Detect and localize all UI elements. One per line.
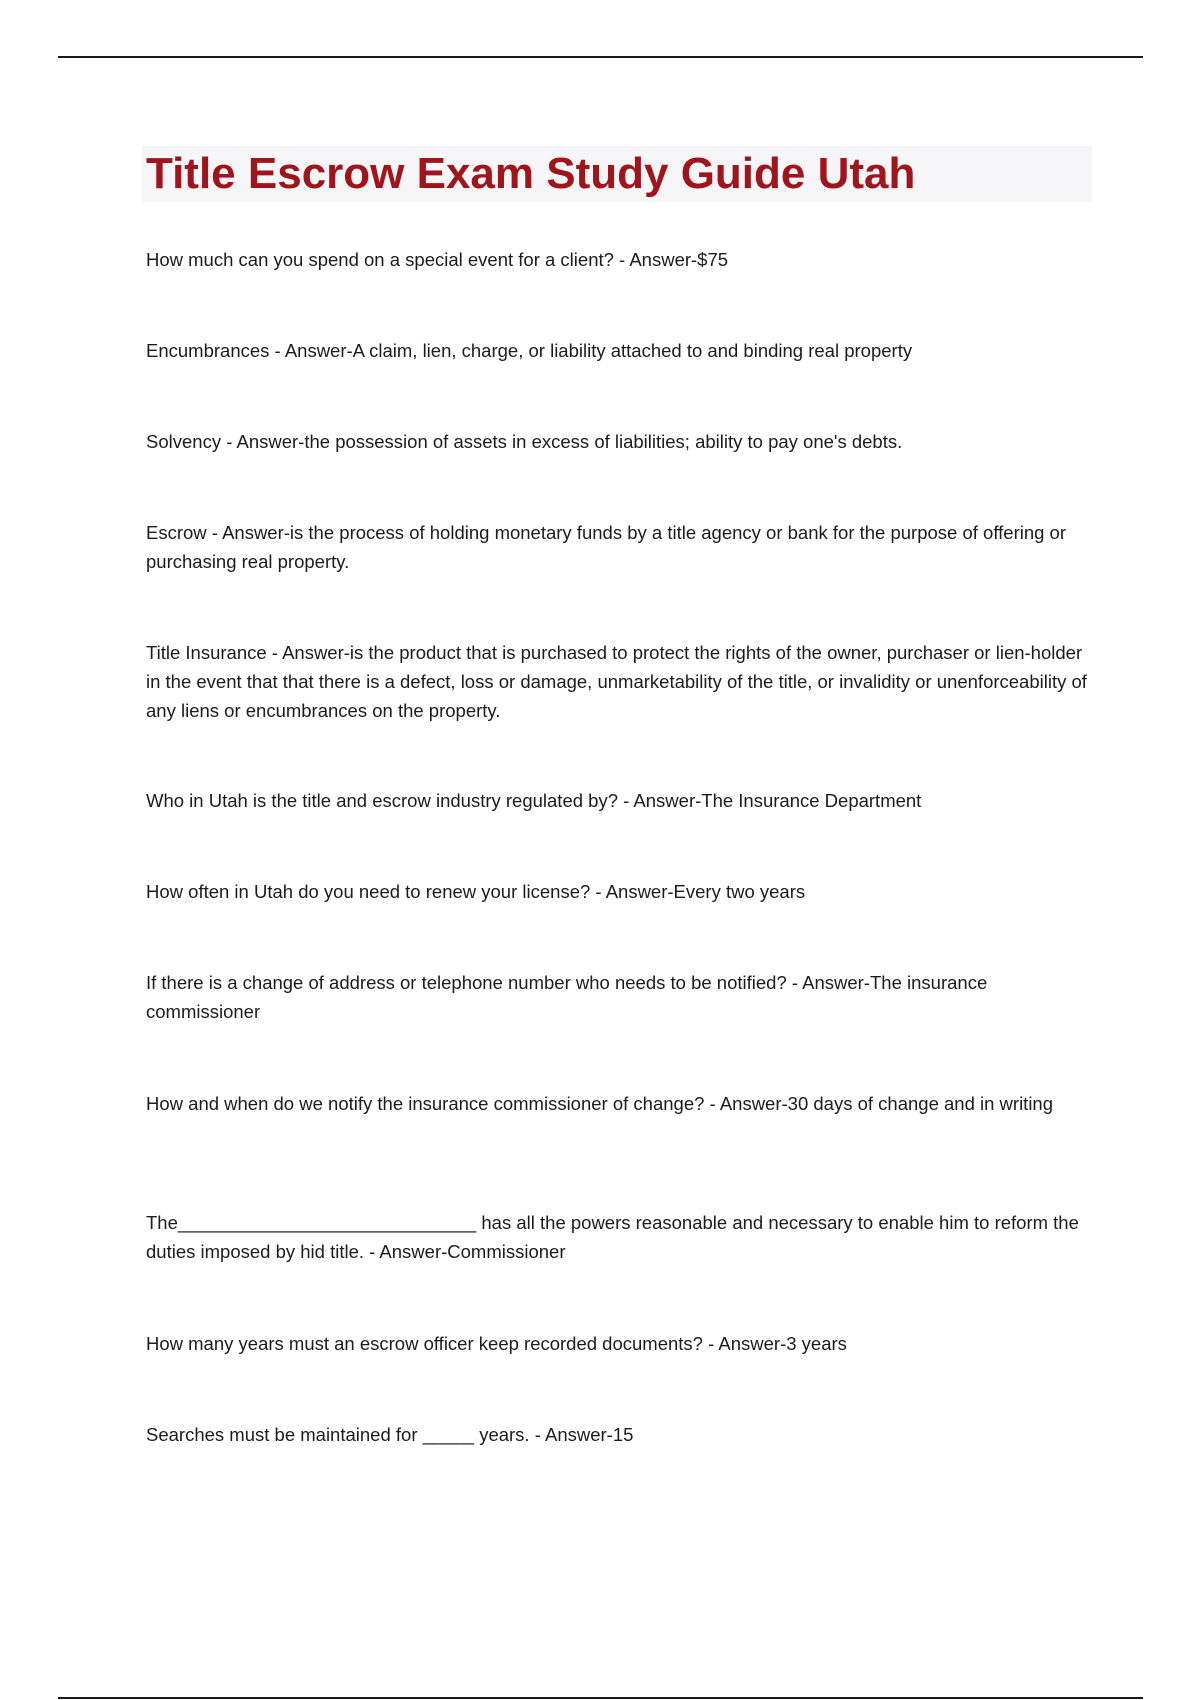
document-title: Title Escrow Exam Study Guide Utah — [146, 149, 916, 198]
qa-entry-notify-commissioner: How and when do we notify the insurance commissioner of change? - Answer-30 days of change and in writing — [146, 1093, 1054, 1114]
top-rule — [58, 56, 1143, 58]
bottom-rule — [58, 1697, 1143, 1699]
qa-entry-solvency: Solvency - Answer-the possession of assets in excess of liabilities; ability to pay one's debts. — [146, 431, 903, 452]
qa-entry-change-notification: If there is a change of address or telephone number who needs to be notified? - Answer-The insurance commissioner — [146, 972, 988, 1022]
qa-entry-regulator: Who in Utah is the title and escrow industry regulated by? - Answer-The Insurance Department — [146, 790, 922, 811]
qa-entry-escrow: Escrow - Answer-is the process of holding monetary funds by a title agency or bank for the purpose of offering or purchasing real property. — [146, 522, 1067, 572]
qa-entry-commissioner-powers: The_____________________________ has all the powers reasonable and necessary to enable him to reform the duties imposed by hid title. - Answer-Commissioner — [146, 1212, 1079, 1262]
qa-entry-searches: Searches must be maintained for _____ years. - Answer-15 — [146, 1424, 634, 1445]
qa-entry-license-renewal: How often in Utah do you need to renew your license? - Answer-Every two years — [146, 881, 806, 902]
qa-entry-special-event: How much can you spend on a special event for a client? - Answer-$75 — [146, 249, 729, 270]
qa-entry-encumbrances: Encumbrances - Answer-A claim, lien, charge, or liability attached to and binding real property — [146, 340, 913, 361]
qa-entry-title-insurance: Title Insurance - Answer-is the product that is purchased to protect the rights of the owner, purchaser or lien-holder in the event that that there is a defect, loss or damage, unmarketability of the title, or invalidity or unenforceability of any liens or encumbrances on the property. — [146, 642, 1087, 721]
qa-entry-recorded-documents: How many years must an escrow officer keep recorded documents? - Answer-3 years — [146, 1333, 847, 1354]
